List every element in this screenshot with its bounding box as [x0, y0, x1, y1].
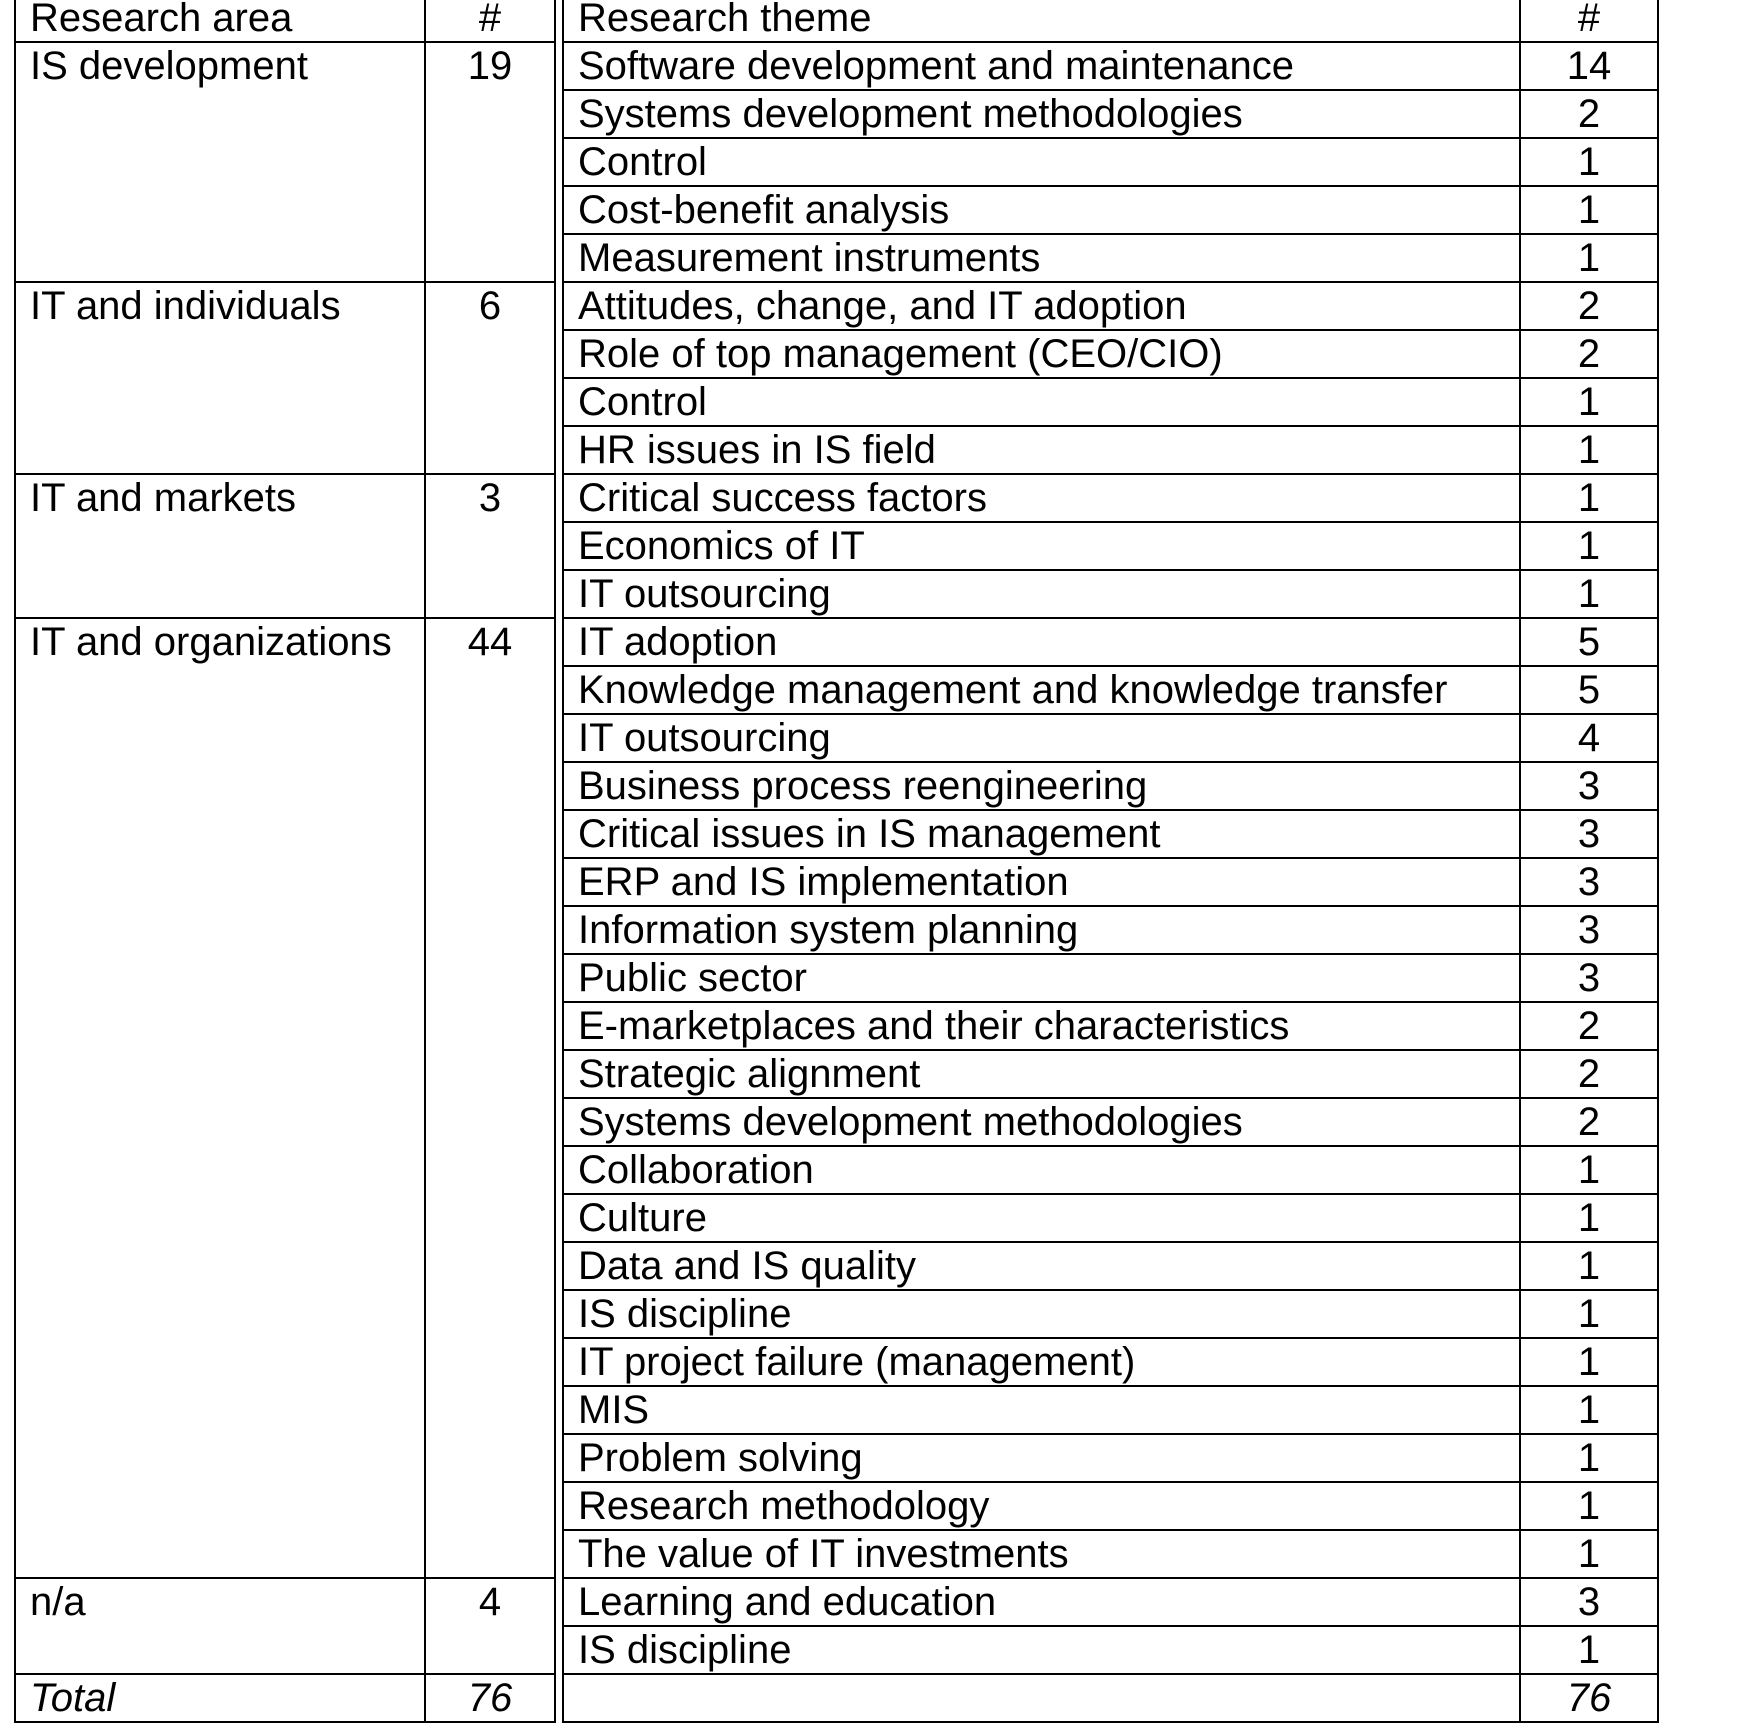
total-theme-count: 76 — [1520, 1674, 1658, 1722]
research-theme-cell: HR issues in IS field — [563, 426, 1520, 474]
research-theme-count-cell: 3 — [1520, 858, 1658, 906]
research-theme-cell: Knowledge management and knowledge transfer — [563, 666, 1520, 714]
research-theme-cell: IT project failure (management) — [563, 1338, 1520, 1386]
research-theme-cell: The value of IT investments — [563, 1530, 1520, 1578]
research-area-count-cell: 19 — [425, 42, 555, 282]
table-row — [15, 42, 1658, 90]
research-theme-count-cell: 1 — [1520, 138, 1658, 186]
total-label: Total — [15, 1674, 425, 1722]
table-header-row — [15, 0, 1658, 42]
research-theme-count-cell: 1 — [1520, 1242, 1658, 1290]
table-row — [15, 474, 1658, 522]
research-theme-cell: Critical success factors — [563, 474, 1520, 522]
research-theme-cell: Software development and maintenance — [563, 42, 1520, 90]
header-theme-count: # — [1520, 0, 1658, 42]
research-theme-count-cell: 5 — [1520, 618, 1658, 666]
research-theme-count-cell: 2 — [1520, 1098, 1658, 1146]
column-gap — [555, 1578, 563, 1674]
research-theme-cell: Culture — [563, 1194, 1520, 1242]
research-theme-count-cell: 4 — [1520, 714, 1658, 762]
column-gap — [555, 618, 563, 1578]
research-theme-cell: ERP and IS implementation — [563, 858, 1520, 906]
research-area-cell: IT and markets — [15, 474, 425, 618]
research-area-cell: n/a — [15, 1578, 425, 1674]
research-area-cell: IT and individuals — [15, 282, 425, 474]
research-theme-count-cell: 1 — [1520, 186, 1658, 234]
research-theme-count-cell: 1 — [1520, 1626, 1658, 1674]
research-theme-cell: IT outsourcing — [563, 714, 1520, 762]
column-gap — [555, 0, 563, 42]
research-theme-cell: Strategic alignment — [563, 1050, 1520, 1098]
column-gap — [555, 1674, 563, 1722]
header-research-area: Research area — [15, 0, 425, 42]
header-area-count: # — [425, 0, 555, 42]
research-area-count-cell: 44 — [425, 618, 555, 1578]
total-theme-empty — [563, 1674, 1520, 1722]
research-theme-count-cell: 3 — [1520, 810, 1658, 858]
table-row — [15, 282, 1658, 330]
research-theme-count-cell: 1 — [1520, 426, 1658, 474]
column-gap — [555, 42, 563, 282]
research-theme-cell: Systems development methodologies — [563, 90, 1520, 138]
research-theme-cell: IT outsourcing — [563, 570, 1520, 618]
research-theme-cell: Public sector — [563, 954, 1520, 1002]
research-theme-count-cell: 1 — [1520, 1194, 1658, 1242]
header-research-theme: Research theme — [563, 0, 1520, 42]
research-theme-cell: Collaboration — [563, 1146, 1520, 1194]
research-theme-count-cell: 1 — [1520, 1338, 1658, 1386]
research-theme-cell: Systems development methodologies — [563, 1098, 1520, 1146]
research-theme-cell: Attitudes, change, and IT adoption — [563, 282, 1520, 330]
research-theme-count-cell: 2 — [1520, 1002, 1658, 1050]
research-area-cell: IT and organizations — [15, 618, 425, 1578]
research-theme-count-cell: 2 — [1520, 282, 1658, 330]
research-area-count-cell: 4 — [425, 1578, 555, 1674]
column-gap — [555, 474, 563, 618]
research-theme-count-cell: 2 — [1520, 90, 1658, 138]
research-theme-count-cell: 5 — [1520, 666, 1658, 714]
research-area-cell: IS development — [15, 42, 425, 282]
research-theme-count-cell: 1 — [1520, 1386, 1658, 1434]
research-theme-count-cell: 14 — [1520, 42, 1658, 90]
research-theme-count-cell: 3 — [1520, 1578, 1658, 1626]
research-theme-cell: E-marketplaces and their characteristics — [563, 1002, 1520, 1050]
research-theme-cell: Control — [563, 138, 1520, 186]
research-area-count-cell: 6 — [425, 282, 555, 474]
total-area-count: 76 — [425, 1674, 555, 1722]
total-row — [15, 1674, 1658, 1722]
column-gap — [555, 282, 563, 474]
research-themes-table — [14, 0, 1659, 1723]
research-theme-count-cell: 1 — [1520, 1482, 1658, 1530]
research-theme-cell: Data and IS quality — [563, 1242, 1520, 1290]
research-theme-cell: IS discipline — [563, 1290, 1520, 1338]
research-theme-cell: Information system planning — [563, 906, 1520, 954]
research-theme-count-cell: 3 — [1520, 954, 1658, 1002]
research-theme-cell: Measurement instruments — [563, 234, 1520, 282]
research-area-count-cell: 3 — [425, 474, 555, 618]
table-row — [15, 1578, 1658, 1626]
research-theme-count-cell: 1 — [1520, 1434, 1658, 1482]
research-theme-count-cell: 2 — [1520, 330, 1658, 378]
research-theme-count-cell: 1 — [1520, 378, 1658, 426]
research-theme-cell: Business process reengineering — [563, 762, 1520, 810]
research-theme-cell: IS discipline — [563, 1626, 1520, 1674]
research-theme-count-cell: 1 — [1520, 1146, 1658, 1194]
research-theme-count-cell: 1 — [1520, 1290, 1658, 1338]
research-theme-cell: Research methodology — [563, 1482, 1520, 1530]
table-row — [15, 618, 1658, 666]
research-theme-count-cell: 3 — [1520, 762, 1658, 810]
research-theme-count-cell: 1 — [1520, 474, 1658, 522]
research-theme-count-cell: 3 — [1520, 906, 1658, 954]
research-theme-count-cell: 2 — [1520, 1050, 1658, 1098]
table-body — [15, 42, 1658, 1674]
research-theme-count-cell: 1 — [1520, 570, 1658, 618]
research-theme-count-cell: 1 — [1520, 234, 1658, 282]
research-theme-cell: Cost-benefit analysis — [563, 186, 1520, 234]
research-theme-cell: Economics of IT — [563, 522, 1520, 570]
research-theme-cell: Learning and education — [563, 1578, 1520, 1626]
research-theme-cell: Problem solving — [563, 1434, 1520, 1482]
research-theme-cell: Control — [563, 378, 1520, 426]
research-theme-cell: Critical issues in IS management — [563, 810, 1520, 858]
research-theme-cell: MIS — [563, 1386, 1520, 1434]
research-theme-count-cell: 1 — [1520, 1530, 1658, 1578]
research-theme-count-cell: 1 — [1520, 522, 1658, 570]
research-theme-cell: Role of top management (CEO/CIO) — [563, 330, 1520, 378]
research-theme-cell: IT adoption — [563, 618, 1520, 666]
